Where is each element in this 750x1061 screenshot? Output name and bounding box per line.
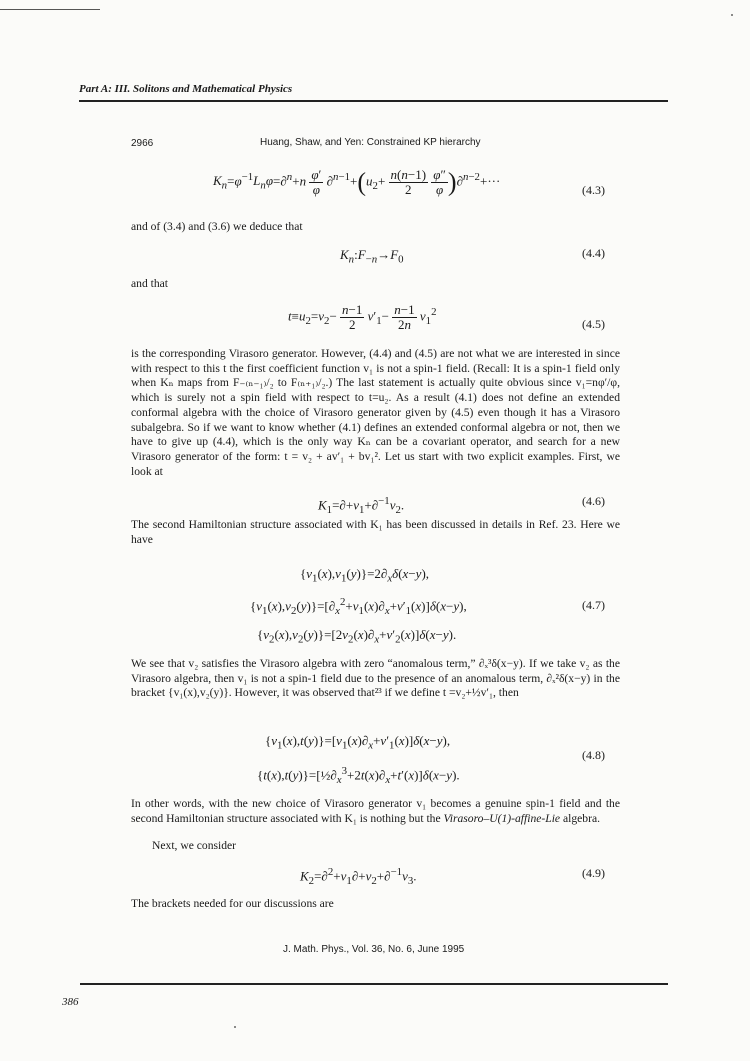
header-rule (79, 100, 668, 102)
equation-4-6: $K_1=\partial+v_1+\partial^{-1}v_2$. (318, 495, 405, 516)
equation-4-3: $K_n=\varphi^{-1}L_n\varphi=\partial^n+n$ $\frac{\varphi'}{\varphi}$ $\partial^{n-1}+(u_2+$ $\frac{n(n-1)}{2}$ $\frac{\varphi''}{\varphi}$ )∂$^{n-2}$+··· (213, 167, 501, 197)
equation-4-7-line-1: $\{v_1(x),v_1(y)\}=2\partial_x\delta(x-y)$, (300, 566, 430, 585)
equation-number-4-9: (4.9) (582, 866, 605, 880)
paragraph-5: We see that v₂ satisfies the Virasoro algebra with zero “anomalous term,” ∂ₓ³δ(x−y). If we take v₂ as the Virasoro algebra, then v₁ is not a spin-1 field due to the presence of an anomalous term, ∂ₓ²δ(x−y) in the bracket {v₁(x),v₂(y)}. However, it was observed that²³ if we define t =v₂+½v′₁, then (131, 657, 620, 700)
paragraph-8: The brackets needed for our discussions are (131, 897, 334, 910)
footer-rule (80, 983, 668, 985)
paragraph-6-end: algebra. (560, 811, 601, 825)
equation-4-8-line-2: $\{t(x),t(y)\}=[\frac{1}{2}\partial_x^3+2t(x)\partial_x+t'(x)]\delta(x-y)$. (257, 765, 460, 786)
journal-footer: J. Math. Phys., Vol. 36, No. 6, June 1995 (283, 944, 465, 955)
journal-page-number: 2966 (131, 138, 154, 149)
running-head: Part A: III. Solitons and Mathematical Physics (79, 83, 293, 95)
equation-4-7-line-3: $\{v_2(x),v_2(y)\}=[2v_2(x)\partial_x+v'_2(x)]\delta(x-y)$. (257, 627, 457, 646)
equation-4-7-line-2: $\{v_1(x),v_2(y)\}=[\partial_x^2+v_1(x)\partial_x+v'_1(x)]\delta(x-y)$, (250, 596, 467, 617)
article-header: Huang, Shaw, and Yen: Constrained KP hierarchy (260, 137, 481, 148)
equation-4-8-line-1: $\{v_1(x),t(y)\}=[v_1(x)\partial_x+v'_1(x)]\delta(x-y)$, (265, 733, 451, 752)
scan-top-rule (0, 9, 100, 10)
scan-speck (234, 1026, 236, 1028)
scan-speck (731, 14, 733, 16)
paragraph-4: The second Hamiltonian structure associated with K₁ has been discussed in details in Ref. 23. Here we have (131, 518, 620, 546)
paragraph-1: and of (3.4) and (3.6) we deduce that (131, 220, 303, 233)
paragraph-3: is the corresponding Virasoro generator. However, (4.4) and (4.5) are not what we are interested in since with respect to this t the first coefficient function v₁ is not a spin-1 field. (Recall: It is a spin-1 field only when Kₙ maps from F₋₍ₙ₋₁₎/₂ to F₍ₙ₊₁₎/₂.) The last statement is actually quite obvious since v₁=nφ′/φ, which is surely not a spin field with respect to t=u₂. As a result (4.1) does not define an extended conformal algebra with the choice of Virasoro generator given by (4.5) even though it has a Virasoro subalgebra. So if we want to know whether (4.1) defines an extended conformal algebra or not, then we have to give up (4.4), which is the only way Kₙ can be a covariant operator, and search for a new Virasoro generator of the form: t = v₂ + av′₁ + bv₁². Let us start with two explicit examples. First, we look at (131, 347, 620, 478)
equation-number-4-7: (4.7) (582, 598, 605, 612)
equation-number-4-3: (4.3) (582, 183, 605, 197)
equation-4-5: $t\equiv u_2=v_2-$ $\frac{n-1}{2}$ $v'_1-$ $\frac{n-1}{2n}$ $v_1^2$ (288, 302, 437, 332)
equation-4-9: $K_2=\partial^2+v_1\partial+v_2+\partial^{-1}v_3$. (300, 866, 417, 887)
paragraph-6 (131, 797, 620, 826)
equation-number-4-5: (4.5) (582, 317, 605, 331)
virasoro-affine-lie: Virasoro–U(1)-affine-Lie (443, 811, 561, 825)
paragraph-7: Next, we consider (152, 839, 237, 852)
equation-4-4: $K_n:F_{-n}\to F_0$ (340, 247, 404, 266)
paragraph-6-text: In other words, with the new choice of Virasoro generator v₁ becomes a genuine spin-1 field and the second Hamiltonian structure associated with K₁ is nothing but the (131, 797, 620, 825)
paragraph-2: and that (131, 277, 169, 290)
book-page-number: 386 (62, 996, 79, 1008)
equation-number-4-8: (4.8) (582, 748, 605, 762)
equation-number-4-6: (4.6) (582, 494, 605, 508)
equation-number-4-4: (4.4) (582, 246, 605, 260)
